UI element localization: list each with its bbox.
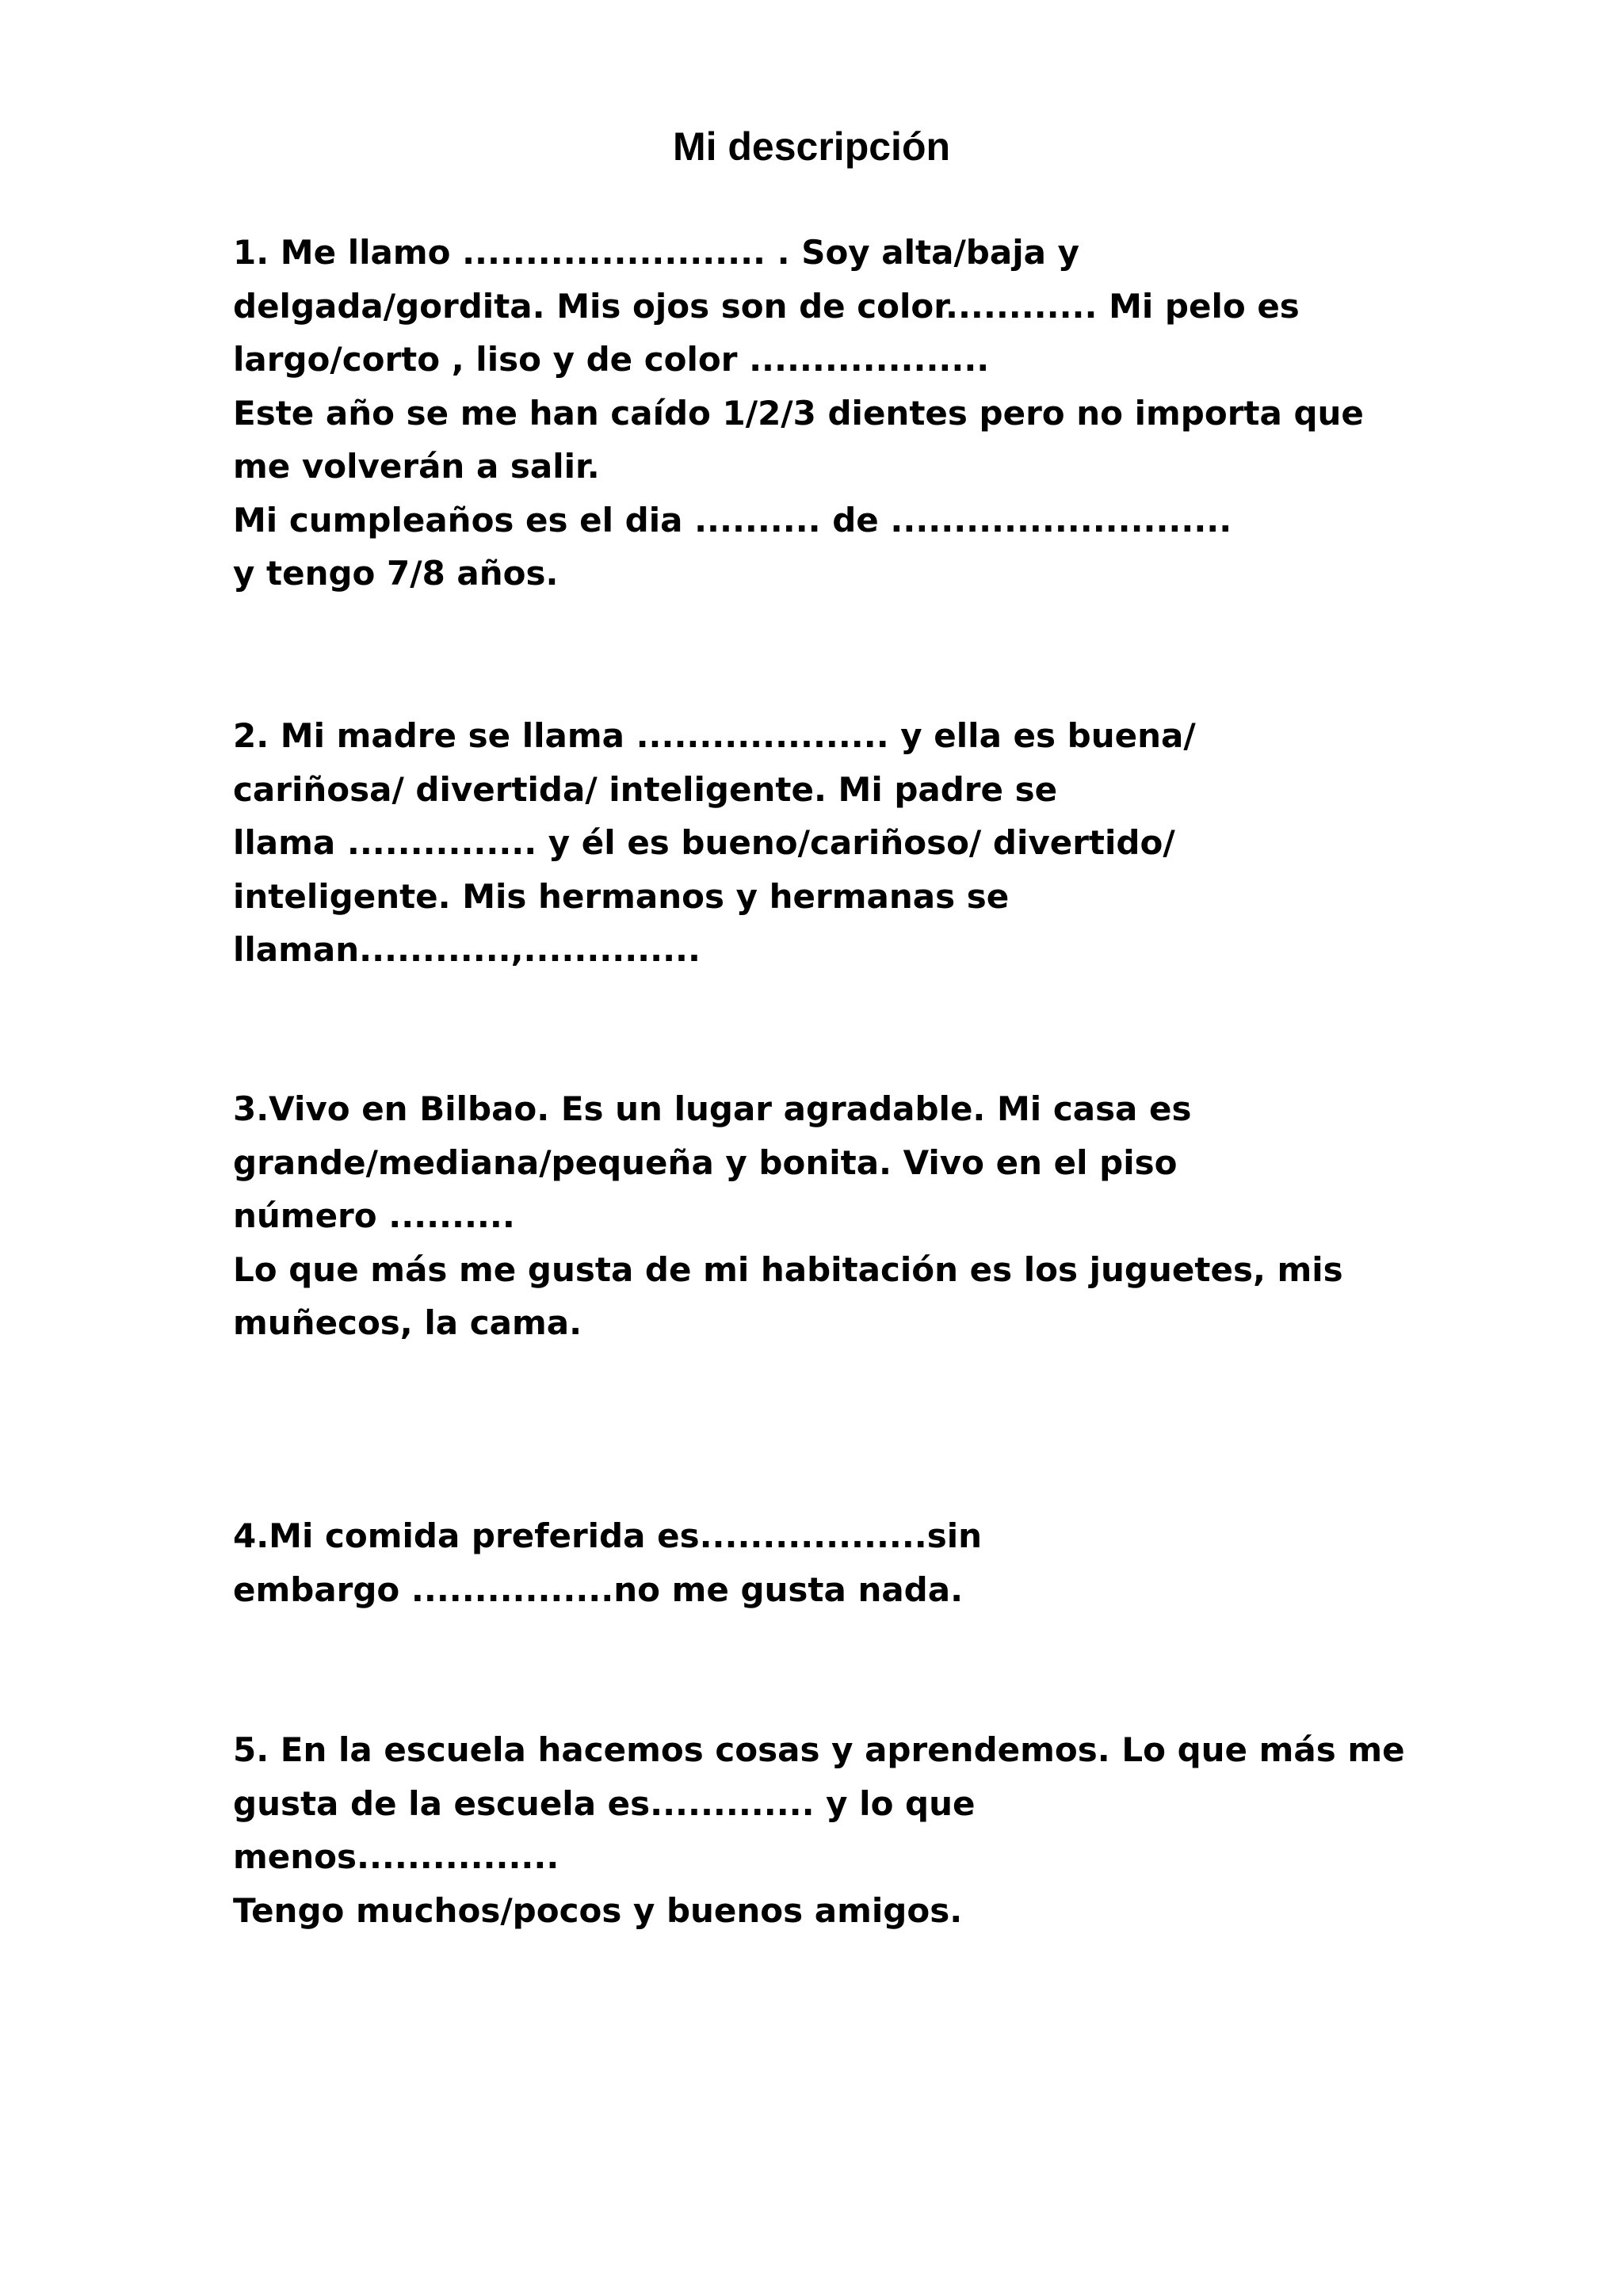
page-title: Mi descripción <box>672 124 951 169</box>
section-3 <box>233 1082 1422 1350</box>
text-line: cariñosa/ divertida/ inteligente. Mi padre se <box>233 769 1058 809</box>
text-line: llaman............,.............. <box>233 930 701 969</box>
text-line: 1. Me llamo ........................ . Soy alta/baja y <box>233 233 1079 272</box>
text-line: 4.Mi comida preferida es..................sin <box>233 1516 983 1555</box>
text-line: Tengo muchos/pocos y buenos amigos. <box>233 1890 963 1930</box>
text-line: llama ............... y él es bueno/cariñoso/ divertido/ <box>233 823 1175 862</box>
text-line: menos................ <box>233 1837 559 1876</box>
text-line: 5. En la escuela hacemos cosas y aprendemos. Lo que más me <box>233 1730 1405 1769</box>
section-1 <box>233 226 1422 601</box>
text-line: número .......... <box>233 1196 515 1235</box>
text-line: 3.Vivo en Bilbao. Es un lugar agradable. Mi casa es <box>233 1089 1192 1128</box>
section-2 <box>233 709 1422 977</box>
text-line: muñecos, la cama. <box>233 1303 582 1342</box>
text-line: delgada/gordita. Mis ojos son de color............ Mi pelo es <box>233 286 1300 326</box>
text-line: largo/corto , liso y de color ................... <box>233 340 990 379</box>
text-line: Lo que más me gusta de mi habitación es los juguetes, mis <box>233 1249 1343 1289</box>
text-line: y tengo 7/8 años. <box>233 554 559 593</box>
text-line: embargo ................no me gusta nada. <box>233 1569 964 1609</box>
section-5 <box>233 1723 1422 1937</box>
text-line: grande/mediana/pequeña y bonita. Vivo en el piso <box>233 1142 1178 1182</box>
text-line: gusta de la escuela es............. y lo que <box>233 1783 976 1823</box>
section-4 <box>233 1509 1422 1616</box>
text-line: me volverán a salir. <box>233 447 600 486</box>
text-line: Mi cumpleaños es el dia .......... de ........................... <box>233 500 1232 540</box>
text-line: Este año se me han caído 1/2/3 dientes pero no importa que <box>233 393 1364 433</box>
text-line: inteligente. Mis hermanos y hermanas se <box>233 876 1010 916</box>
text-line: 2. Mi madre se llama .................... y ella es buena/ <box>233 716 1196 755</box>
